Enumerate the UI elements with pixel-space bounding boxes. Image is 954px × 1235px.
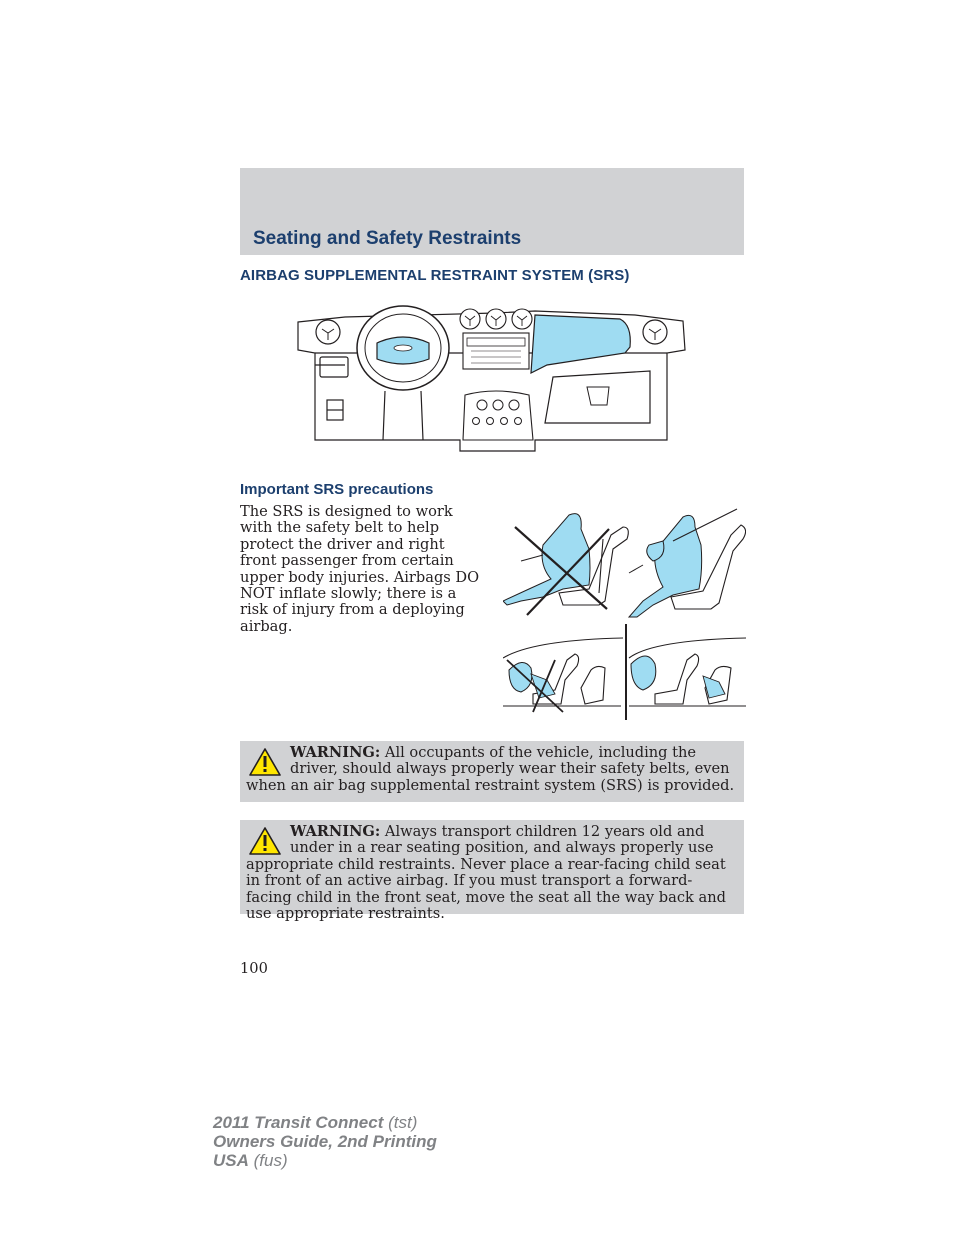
- footer: [213, 1113, 437, 1170]
- warning-box-seatbelts: [240, 741, 744, 802]
- warning-text: Always transport children 12 years old and under in a rear seating position, and always properly use appropriate child restraints. Never place a rear-facing child seat in front of an active airbag. If you must transport a forward-facing child in the front seat, move the seat all the way back and use appropriate restraints.: [246, 823, 726, 923]
- warning-box-children: [240, 820, 744, 923]
- page-number: 100: [240, 960, 268, 977]
- footer-model: 2011 Transit Connect: [213, 1113, 384, 1132]
- footer-model-code: (tst): [383, 1113, 418, 1132]
- warning-label: WARNING:: [290, 744, 381, 761]
- srs-paragraph: The SRS is designed to work with the safety belt to help protect the driver and right front passenger from certain upper body injuries. Airbags DO NOT inflate slowly; there is a risk of injury from a deploying airbag.: [240, 503, 480, 635]
- warning-text: All occupants of the vehicle, including the driver, should always properly wear their safety belts, even when an air bag supplemental restraint system (SRS) is provided.: [246, 744, 735, 794]
- footer-guide: Owners Guide, 2nd Printing: [213, 1132, 437, 1151]
- precautions-subheading: Important SRS precautions: [240, 481, 434, 498]
- footer-market-code: (fus): [248, 1151, 288, 1170]
- warning-triangle-icon: [248, 826, 282, 856]
- warning-triangle-icon: [248, 747, 282, 777]
- warning-label: WARNING:: [290, 823, 381, 840]
- footer-market: USA: [213, 1151, 249, 1170]
- child-seat-illustration: [503, 624, 746, 722]
- srs-heading: AIRBAG SUPPLEMENTAL RESTRAINT SYSTEM (SRS): [240, 267, 630, 284]
- dashboard-airbag-illustration: [295, 305, 687, 453]
- occupant-position-illustration: [503, 505, 746, 622]
- section-title: Seating and Safety Restraints: [253, 228, 522, 249]
